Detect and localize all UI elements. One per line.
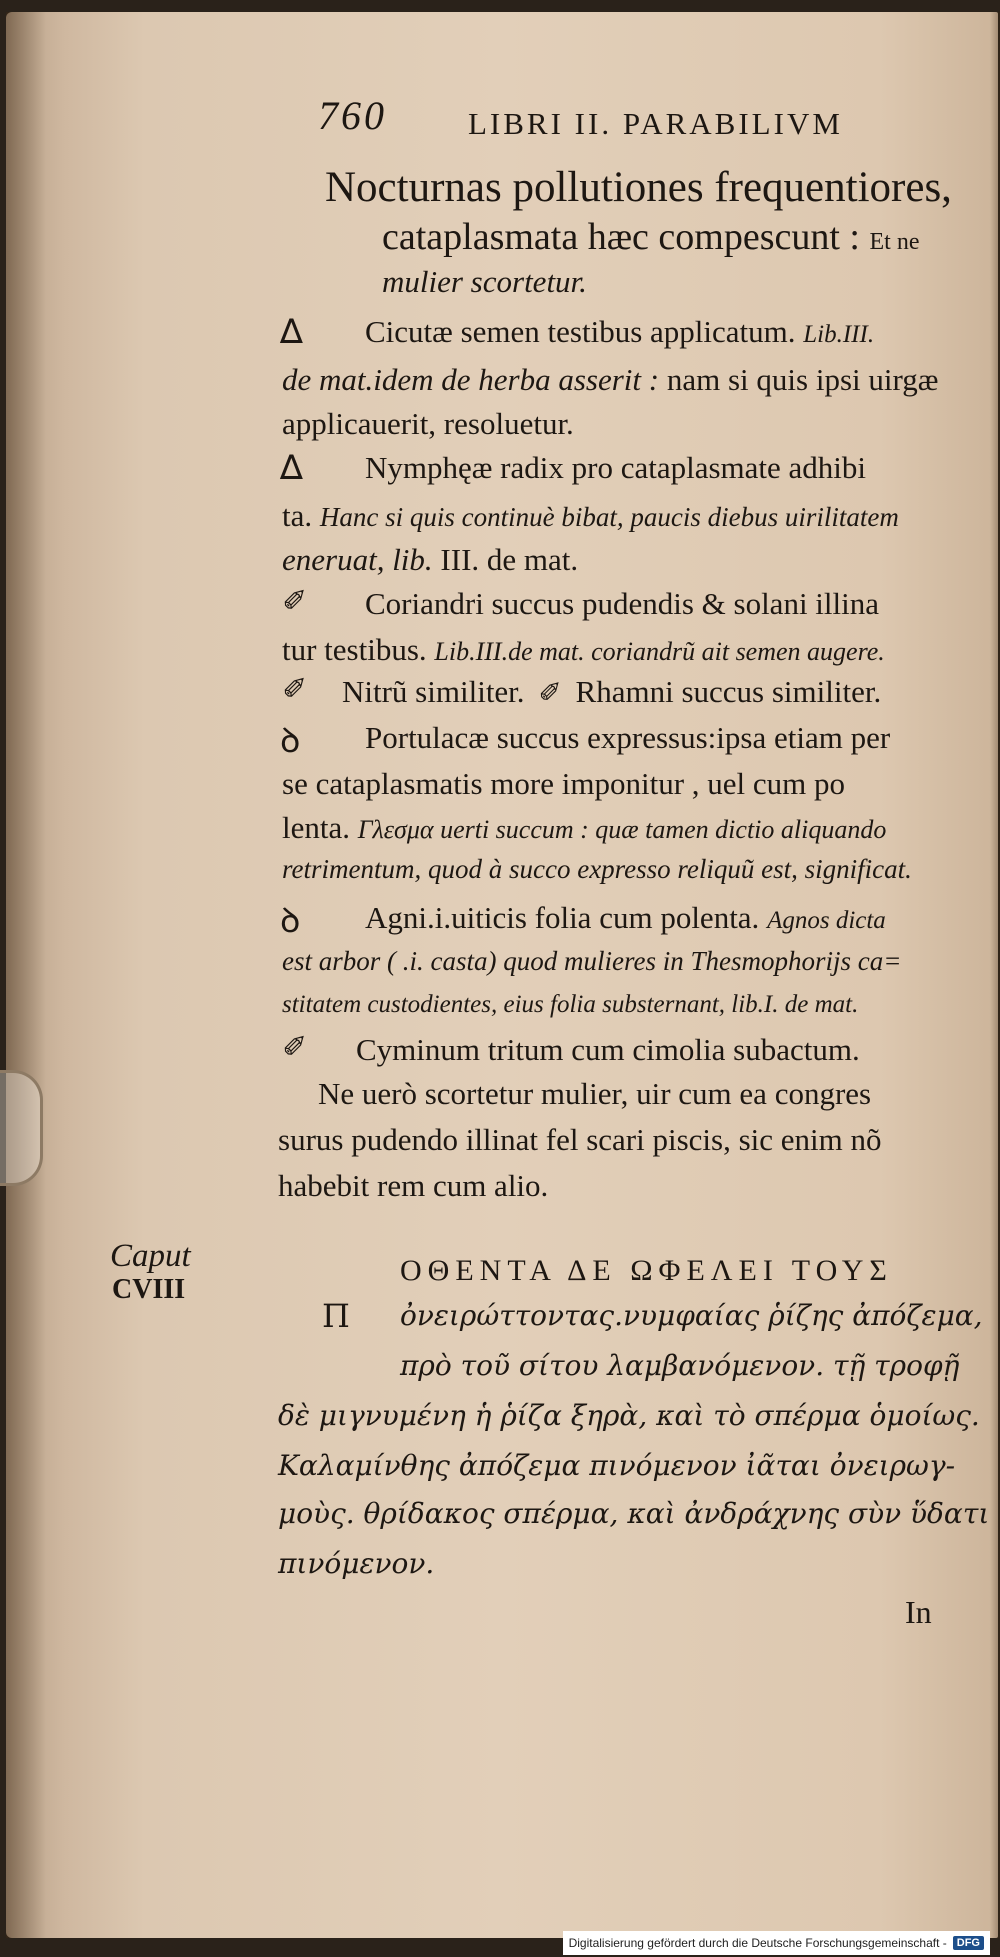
p5-line-4: retrimentum, quod à succo expresso reliquũ est, significat. [282,854,912,884]
p2-line-3 [282,544,578,575]
p2-text: ta. [282,498,313,533]
section-title-line-2 [382,218,919,256]
p6-line-3: stitatem custodientes, eius folia substernant, lib.I. de mat. [282,991,859,1018]
p6-italic: Agnos dicta [767,907,886,934]
sigma-symbol-icon: ꝺ [280,901,301,941]
greek-line-4: Καλαμίνθης ἀπόζεμα πινόμενον ἰᾶται ὀνειρωγ- [278,1449,956,1482]
dfg-logo: DFG [953,1936,984,1950]
quill-symbol-icon: ✐ [282,584,308,619]
p5-line-2: se cataplasmatis more imponitur , uel cum po [282,766,846,801]
p6-text: Agni.i.uiticis folia cum polenta. [365,900,760,935]
p8-line-2: surus pudendo illinat fel scari piscis, sic enim nõ [278,1122,882,1157]
page-clip [0,1070,43,1186]
running-title: LIBRI II. PARABILIVM [468,106,843,141]
p2-ref: III. de mat. [440,542,579,577]
p3-line-2 [282,634,885,665]
greek-line-3: δὲ μιγνυμένη ἡ ῥίζα ξηρὰ, καὶ τὸ σπέρμα ὁμοίως. [278,1399,980,1432]
section-title-line-3: mulier scortetur. [382,264,587,299]
catchword: In [905,1594,932,1630]
sigma-symbol-icon: ꝺ [280,721,301,761]
delta-symbol-icon: ∆ [280,312,303,352]
p3-line-1: Coriandri succus pudendis & solani illina [365,586,880,621]
p1-text-2: nam si quis ipsi uirgæ [666,362,939,397]
p1-line-2 [282,364,938,395]
p7-line-1: Cyminum tritum cum cimolia subactum. [356,1032,860,1067]
p2-italic: Hanc si quis continuè bibat, paucis diebus uirilitatem [319,502,899,532]
p1-text: Cicutæ semen testibus applicatum. [365,314,796,349]
greek-initial: Π [322,1297,350,1335]
p5-italic: Γλεσμα uerti succum : quæ tamen dictio aliquando [357,815,887,844]
p8-line-3: habebit rem cum alio. [278,1168,549,1203]
chapter-margin-label: Caput [110,1238,191,1274]
p5-line-3 [282,812,886,843]
chapter-number: CVIII [112,1274,186,1305]
p2-italic-2: eneruat, lib. [282,542,433,577]
p1-ref: Lib.III. [803,321,875,348]
p4-text-b: Rhamni succus similiter. [575,674,882,709]
p5-text: lenta. [282,810,350,845]
p3-text: tur testibus. [282,632,427,667]
p8-line-1: Ne uerò scortetur mulier, uir cum ea congres [318,1076,872,1111]
greek-line-6: πινόμενον. [278,1547,435,1580]
spine-shadow [6,12,46,1938]
p6-line-1 [365,902,886,933]
greek-line-5: μοὺς. θρίδακος σπέρμα, καὶ ἀνδράχνης σὺν ὕδατι [278,1497,990,1530]
p2-line-1: Nymphęæ radix pro cataplasmate adhibi [365,450,867,485]
p4-line-1 [342,676,881,707]
quill-symbol-icon: ✐ [282,1030,308,1065]
delta-symbol-icon: ∆ [280,448,303,488]
section-title-line-1: Nocturnas pollutiones frequentiores, [325,164,952,211]
p2-line-2 [282,500,899,531]
page-edge [990,12,1000,1938]
greek-line-1: ὀνειρώττοντας.νυμφαίας ῥίζης ἀπόζεμα, [400,1299,983,1332]
section-title-small: Et ne [869,229,920,255]
p1-line-3: applicauerit, resoluetur. [282,406,574,441]
p6-line-2: est arbor ( .i. casta) quod mulieres in Thesmophorijs ca= [282,946,902,976]
quill-symbol-icon: ✐ [538,676,562,709]
digitization-footer [563,1931,990,1955]
p3-italic: Lib.III.de mat. coriandrũ ait semen augere. [434,637,885,666]
p5-line-1: Portulacæ succus expressus:ipsa etiam per [365,720,891,755]
p1-line-1 [365,316,874,347]
quill-symbol-icon: ✐ [282,672,308,707]
page-number: 760 [318,93,387,138]
p4-text-a: Nitrũ similiter. [342,674,525,709]
footer-text: Digitalisierung gefördert durch die Deutsche Forschungsgemeinschaft - [568,1936,947,1950]
p1-italic: de mat.idem de herba asserit : [282,362,660,397]
section-title-text: cataplasmata hæc compescunt : [382,216,860,258]
greek-caps-heading: ΟΘΕΝΤΑ ΔΕ ΩΦΕΛΕΙ ΤΟΥΣ [400,1254,893,1287]
greek-line-2: πρὸ τοῦ σίτου λαμβανόμενον. τῇ τροφῇ [400,1349,960,1382]
